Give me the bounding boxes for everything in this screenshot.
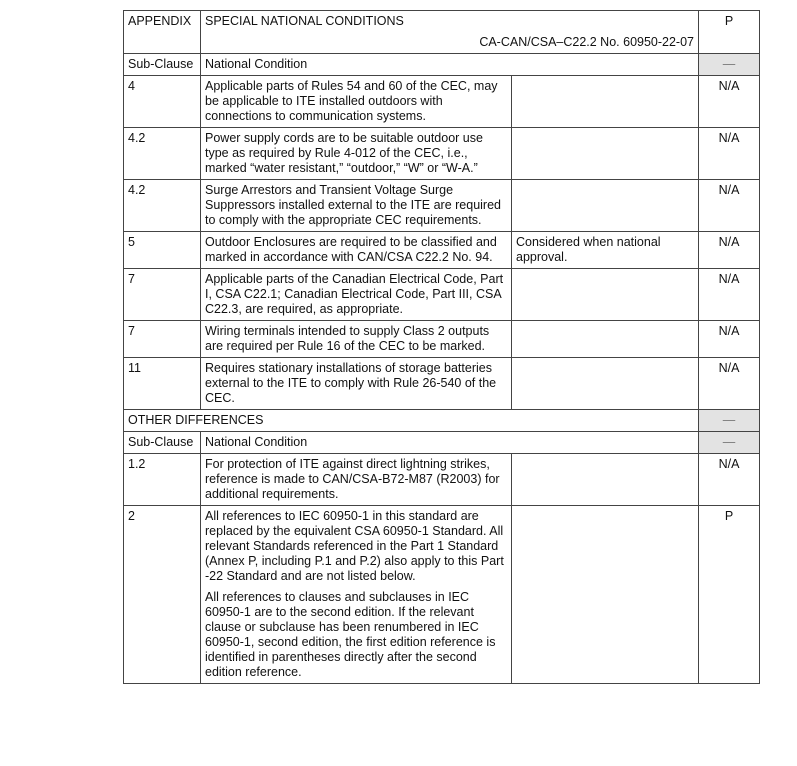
table-row — [124, 269, 760, 321]
clause-number: 2 — [124, 506, 201, 684]
verdict: N/A — [699, 232, 760, 269]
condition-text: Outdoor Enclosures are required to be classified and marked in accordance with CAN/CSA C22.2 No. 94. — [201, 232, 512, 269]
other-differences-title: OTHER DIFFERENCES — [124, 410, 699, 432]
remark — [512, 76, 699, 128]
section-header-row — [124, 54, 760, 76]
condition-text: Power supply cords are to be suitable outdoor use type as required by Rule 4-012 of the CEC, i.e., marked “water resistant,” “outdoor,” “W” or “W-A.” — [201, 128, 512, 180]
clause-number: 1.2 — [124, 454, 201, 506]
remark — [512, 180, 699, 232]
section-verdict: — — [699, 54, 760, 76]
verdict: N/A — [699, 358, 760, 410]
remark — [512, 269, 699, 321]
condition-text: Applicable parts of Rules 54 and 60 of the CEC, may be applicable to ITE installed outdoors with connections to communication systems. — [201, 76, 512, 128]
national-condition-label: National Condition — [201, 54, 699, 76]
condition-text: Requires stationary installations of storage batteries external to the ITE to comply with Rule 26-540 of the CEC. — [201, 358, 512, 410]
clause-number: 5 — [124, 232, 201, 269]
clause-number: 4 — [124, 76, 201, 128]
condition-paragraph: All references to IEC 60950-1 in this standard are replaced by the equivalent CSA 60950-1 Standard. All relevant Standards referenced in the Part 1 Standard (Annex P, including P.1 and P.2) also apply to this Part -22 Standard and are not listed below. — [205, 509, 504, 583]
remark — [512, 321, 699, 358]
clause-number: 7 — [124, 269, 201, 321]
verdict: N/A — [699, 321, 760, 358]
verdict: N/A — [699, 76, 760, 128]
other-differences-row — [124, 410, 760, 432]
page-title: SPECIAL NATIONAL CONDITIONS — [205, 14, 404, 28]
table-row — [124, 506, 760, 684]
clause-number: 4.2 — [124, 128, 201, 180]
sub-clause-label: Sub-Clause — [124, 54, 201, 76]
verdict: N/A — [699, 128, 760, 180]
condition-text: Applicable parts of the Canadian Electrical Code, Part I, CSA C22.1; Canadian Electrical Code, Part III, CSA C22.3, are required, as appropriate. — [201, 269, 512, 321]
header-title-cell — [201, 11, 699, 54]
appendix-label: APPENDIX — [124, 11, 201, 54]
table-row — [124, 454, 760, 506]
verdict: P — [699, 506, 760, 684]
condition-text: For protection of ITE against direct lightning strikes, reference is made to CAN/CSA-B72-M87 (R2003) for additional requirements. — [201, 454, 512, 506]
other-differences-verdict: — — [699, 410, 760, 432]
verdict: N/A — [699, 269, 760, 321]
header-row — [124, 11, 760, 54]
national-conditions-table — [123, 10, 760, 684]
condition-text — [201, 506, 512, 684]
condition-text: Surge Arrestors and Transient Voltage Surge Suppressors installed external to the ITE are required to comply with the appropriate CEC requirements. — [201, 180, 512, 232]
condition-paragraph: All references to clauses and subclauses in IEC 60950-1 are to the second edition. If the relevant clause or subclause has been renumbered in IEC 60950-1, second edition, the first edition reference is identified in parentheses directly after the second edition reference. — [205, 590, 496, 679]
section-verdict-2: — — [699, 432, 760, 454]
remark — [512, 128, 699, 180]
table-row — [124, 358, 760, 410]
condition-text: Wiring terminals intended to supply Class 2 outputs are required per Rule 16 of the CEC to be marked. — [201, 321, 512, 358]
remark — [512, 358, 699, 410]
standard-reference: CA-CAN/CSA–C22.2 No. 60950-22-07 — [479, 35, 695, 49]
remark — [512, 454, 699, 506]
verdict: N/A — [699, 454, 760, 506]
sub-clause-label-2: Sub-Clause — [124, 432, 201, 454]
remark: Considered when national approval. — [512, 232, 699, 269]
table-row — [124, 232, 760, 269]
table-row — [124, 321, 760, 358]
table-row — [124, 76, 760, 128]
verdict: N/A — [699, 180, 760, 232]
table-row — [124, 180, 760, 232]
remark — [512, 506, 699, 684]
table-row — [124, 128, 760, 180]
clause-number: 11 — [124, 358, 201, 410]
header-verdict: P — [699, 11, 760, 54]
national-condition-label-2: National Condition — [201, 432, 699, 454]
clause-number: 7 — [124, 321, 201, 358]
section-header-row-2 — [124, 432, 760, 454]
clause-number: 4.2 — [124, 180, 201, 232]
